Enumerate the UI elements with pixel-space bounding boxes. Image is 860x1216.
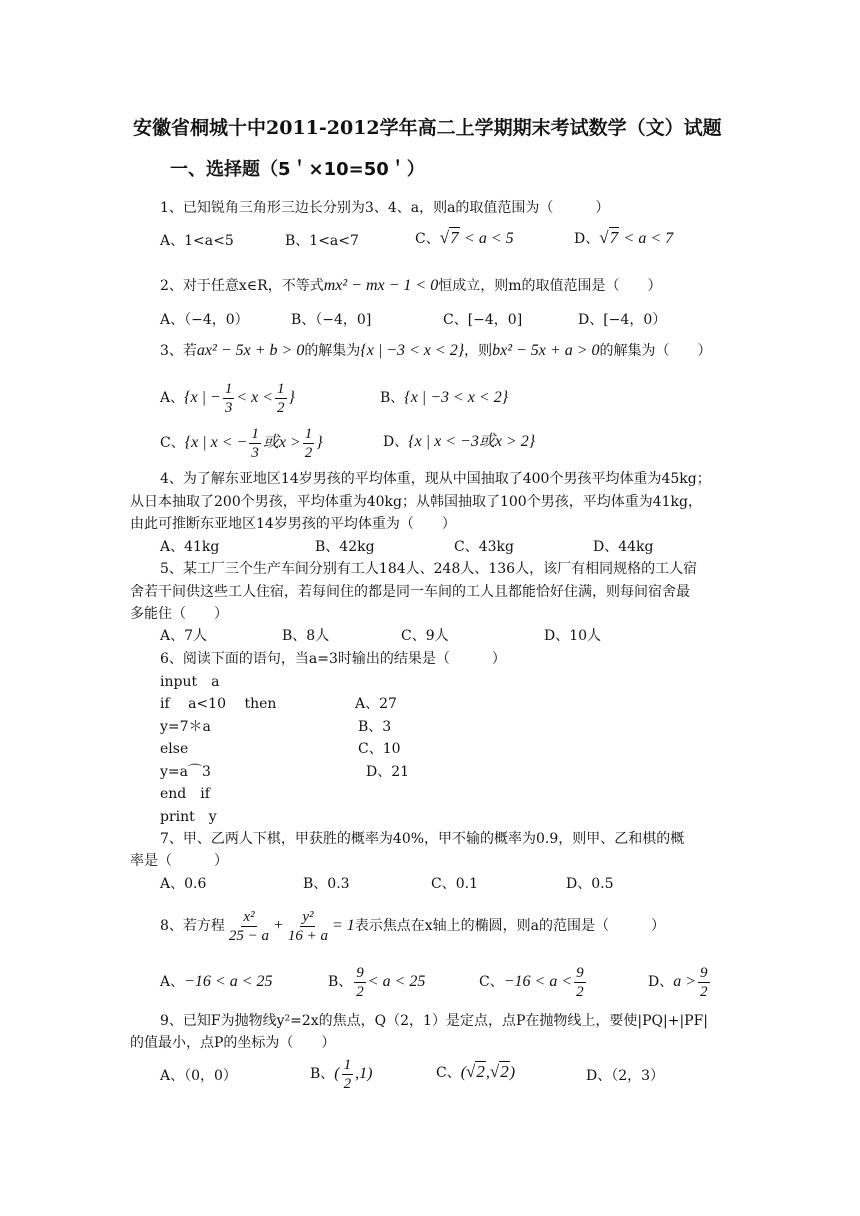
q6-option-c: C、10 [358, 741, 401, 757]
q2-option-b: B、（−4，0] [291, 312, 372, 328]
fraction: $\frac{\text{y²}}{16 + a}$ [287, 908, 328, 944]
q4-option-d: D、44kg [593, 539, 654, 555]
code-line: y=7＊a [160, 719, 211, 735]
q1-option-b: B、1<a<7 [285, 233, 359, 249]
q3-option-d: D、{x | x < −3或x > 2} [383, 433, 536, 450]
q6-option-b: B、3 [358, 719, 392, 735]
q2-option-a: A、（−4，0） [160, 312, 249, 328]
q5-option-a: A、7人 [160, 628, 208, 644]
fraction: $\frac{1}{2}$ [304, 425, 313, 461]
q4-line-1: 4、为了解东亚地区14岁男孩的平均体重，现从中国抽取了400个男孩平均体重为45kg； [160, 471, 711, 487]
q5-option-d: D、10人 [544, 628, 602, 644]
code-line: input a [160, 674, 220, 690]
q9-option-d: D、（2，3） [586, 1068, 665, 1084]
q2-option-c: C、[−4，0] [443, 312, 523, 328]
sqrt-symbol: √7 [439, 228, 459, 247]
q6-stem: 6、阅读下面的语句，当a=3时输出的结果是（ ） [160, 651, 506, 667]
q8-option-b: B、 $\frac{9}{2}$ < a < 25 [328, 964, 426, 1000]
q8-option-d: D、a > $\frac{9}{2}$ [648, 964, 708, 1000]
q7-option-d: D、0.5 [566, 876, 614, 892]
q4-line-3: 由此可推断东亚地区14岁男孩的平均体重为（ ） [130, 516, 456, 532]
sqrt-symbol: √2 [466, 1062, 485, 1081]
q4-option-b: B、42kg [315, 539, 375, 555]
q9-line-1: 9、已知F为抛物线y²=2x的焦点，Q（2，1）是定点，点P在抛物线上，要使|PQ|+|PF| [160, 1013, 709, 1029]
q5-line-2: 舍若干间供这些工人住宿，若每间住的都是同一车间的工人且都能恰好住满，则每间宿舍最 [130, 584, 690, 600]
q1-stem: 1、已知锐角三角形三边长分别为3、4、a，则a的取值范围为（ ） [160, 200, 610, 216]
q3-option-b: B、{x | −3 < x < 2} [380, 389, 509, 406]
fraction: $\frac{1}{3}$ [251, 425, 259, 461]
fraction: $\frac{1}{2}$ [277, 380, 285, 416]
q3-stem: 3、若ax² − 5x + b > 0的解集为{x | −3 < x < 2}，则bx² − 5x + a > 0的解集为（ ） [160, 342, 712, 359]
q5-line-1: 5、某工厂三个生产车间分别有工人184人、248人、136人，该厂有相同规格的工人宿 [160, 561, 698, 577]
q1-option-a: A、1<a<5 [160, 233, 234, 249]
q7-option-b: B、0.3 [303, 876, 350, 892]
fraction: $\frac{\text{x²}}{25 - a}$ [228, 908, 270, 944]
q4-option-c: C、43kg [454, 539, 514, 555]
q4-line-2: 从日本抽取了200个男孩，平均体重为40kg；从韩国抽取了100个男孩，平均体重为41kg， [130, 494, 702, 510]
q7-line-1: 7、甲、乙两人下棋，甲获胜的概率为40%，甲不输的概率为0.9，则甲、乙和棋的概 [160, 831, 685, 847]
fraction: $\frac{1}{3}$ [224, 380, 233, 416]
q8-stem: 8、若方程 $\frac{\text{x²}}{25 - a}$ + $\frac{\text{y²}}{16 + a}$ = 1表示焦点在x轴上的椭圆，则a的范围是（ ） [160, 908, 666, 944]
q7-line-2: 率是（ ） [130, 853, 228, 869]
sqrt-symbol: √7 [599, 228, 619, 247]
q6-option-a: A、27 [355, 696, 397, 712]
section-heading: 一、选择题（5＇×10=50＇） [170, 159, 425, 180]
q7-option-c: C、0.1 [431, 876, 478, 892]
q3-option-c: C、{x | x < − $\frac{1}{3}$ 或x > $\frac{1}{2}$ } [160, 425, 323, 461]
code-line: y=a⌒3 [160, 764, 211, 780]
q9-option-b: B、( $\frac{1}{2}$ ,1) [310, 1056, 373, 1092]
q8-option-a: A、−16 < a < 25 [160, 973, 273, 990]
code-line: if a<10 then [160, 696, 277, 712]
code-line: else [160, 741, 189, 757]
q6-option-d: D、21 [366, 764, 410, 780]
q7-option-a: A、0.6 [160, 876, 207, 892]
q5-line-3: 多能住（ ） [130, 606, 228, 622]
fraction: $\frac{9}{2}$ [356, 964, 364, 1000]
sqrt-symbol: √2 [489, 1062, 509, 1081]
fraction: $\frac{9}{2}$ [576, 964, 584, 1000]
page-title: 安徽省桐城十中2011-2012学年高二上学期期末考试数学（文）试题 [133, 117, 722, 139]
q1-option-c: C、√7 < a < 5 [415, 228, 514, 247]
q5-option-c: C、9人 [401, 628, 449, 644]
q9-line-2: 的值最小，点P的坐标为（ ） [130, 1035, 336, 1051]
code-line: print y [160, 809, 217, 825]
q2-stem: 2、对于任意x∈R，不等式mx² − mx − 1 < 0恒成立，则m的取值范围是（ ） [160, 277, 662, 294]
code-line: end if [160, 786, 210, 802]
q3-option-a: A、{x | − $\frac{1}{3}$ < x < $\frac{1}{2}$ } [160, 380, 295, 416]
q4-option-a: A、41kg [160, 539, 220, 555]
q5-option-b: B、8人 [282, 628, 330, 644]
q9-option-c: C、(√2,√2) [436, 1062, 516, 1081]
q8-option-c: C、−16 < a < $\frac{9}{2}$ [479, 964, 584, 1000]
fraction: $\frac{9}{2}$ [700, 964, 708, 1000]
q9-option-a: A、（0，0） [160, 1068, 237, 1084]
q2-option-d: D、[−4，0） [578, 312, 667, 328]
fraction: $\frac{1}{2}$ [343, 1056, 352, 1092]
q1-option-d: D、√7 < a < 7 [574, 228, 674, 247]
